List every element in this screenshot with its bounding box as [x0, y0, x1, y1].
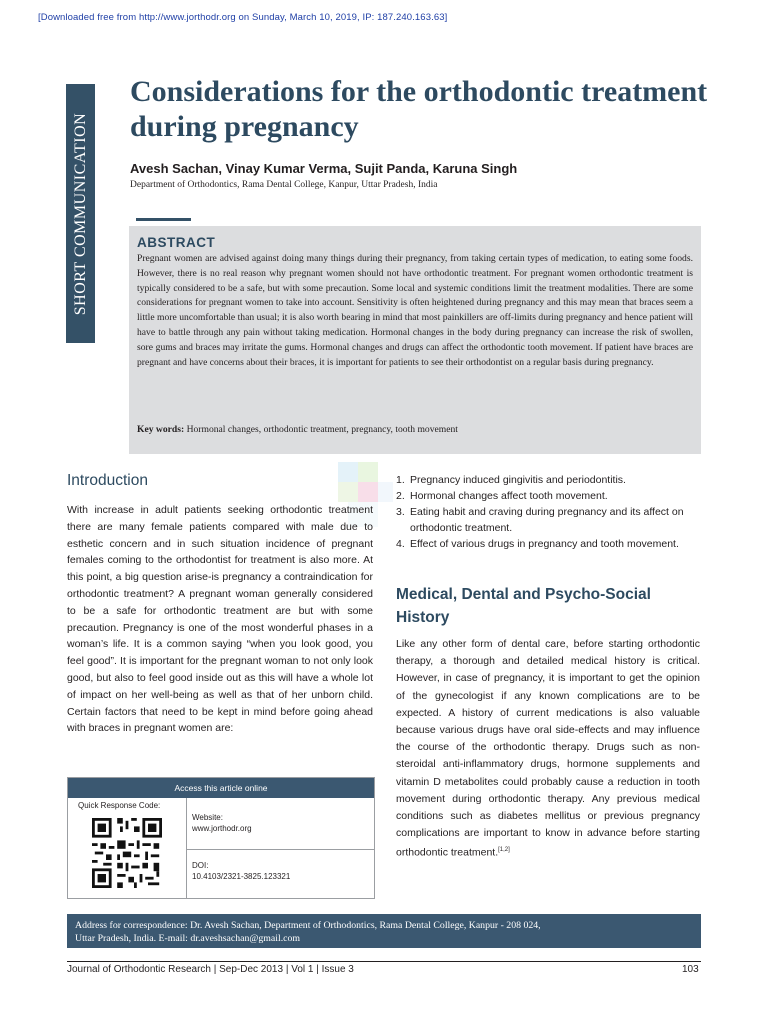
introduction-heading: Introduction — [67, 472, 148, 489]
list-item — [396, 536, 700, 552]
article-title: Considerations for the orthodontic treatment during pregnancy — [130, 75, 708, 143]
qr-code-icon[interactable] — [92, 818, 162, 888]
list-item — [396, 504, 700, 536]
divider — [186, 798, 187, 898]
list-item-text: Pregnancy induced gingivitis and periodontitis. — [410, 474, 626, 486]
medical-history-text — [396, 636, 700, 862]
download-notice: [Downloaded free from http://www.jorthodr.org on Sunday, March 10, 2019, IP: 187.240.163.63] — [38, 12, 448, 23]
keywords — [137, 424, 458, 435]
introduction-text: With increase in adult patients seeking orthodontic treatment there are many female patients compared with male due to esthetic concern and in such situation incidence of pregnant females coming to the orthodontist for treatment is also more. At this point, a big question arise-is pregnancy a contraindication for orthodontic treatment? A pregnant woman generally considered to be a safe for orthodontic treatment are but with some precaution. Pregnancy is one of the most wonderful phases in a woman’s life. It is a common saying “when you look good, you feel good”. It is important for the pregnant woman to not only look good, but also to feel good inside out as this will have a whole lot of impact on her well-being as well as that of her unborn child. Certain factors that need to be kept in mind before going ahead with braces in pregnant women are: — [67, 504, 373, 735]
abstract-text: Pregnant women are advised against doing many things during their pregnancy, from taking certain types of medication, to eating some foods. However, there is no real reason why pregnant women should not have orthodontic treatment. For pregnant women orthodontic treatment is typically considered to be a safe, but with some precaution. Some local and systemic conditions limit the treatment modalities. There are some considerations for pregnant women to take into account. Sensitivity is often heightened during pregnancy and this may mean that braces seem a little more uncomfortable than usual; it is also worth bearing in mind that most painkillers are off-limits during pregnancy and hence patient will have to battle through any pain without taking medication. Hormonal changes in the body during pregnancy can increase the risk of swollen, sore gums and braces may irritate the gums. Hormonal changes and drugs can affect the orthodontic tooth movement. If patient have braces are pregnant and have concerns about their braces, it is important for patients to see their orthodontist on a regular basis during pregnancy. — [137, 253, 693, 368]
keywords-text: Hormonal changes, orthodontic treatment, pregnancy, tooth movement — [186, 424, 458, 435]
address-line: Address for correspondence: Dr. Avesh Sachan, Department of Orthodontics, Rama Dental College, Kanpur - 208 024, — [75, 920, 541, 931]
abstract-box — [129, 226, 701, 454]
list-number: 2. — [396, 490, 405, 502]
section-tab-label: SHORT COMMUNICATION — [71, 112, 89, 315]
list-item-text: Eating habit and craving during pregnancy and its affect on orthodontic treatment. — [410, 506, 684, 534]
list-item — [396, 472, 700, 488]
qr-label: Quick Response Code: — [78, 801, 161, 810]
affiliation: Department of Orthodontics, Rama Dental College, Kanpur, Uttar Pradesh, India — [130, 180, 438, 190]
list-number: 3. — [396, 506, 405, 518]
footer-rule — [67, 961, 701, 962]
factor-list — [396, 472, 700, 552]
list-item-text: Effect of various drugs in pregnancy and tooth movement. — [410, 538, 679, 550]
abstract-accent-bar — [136, 218, 191, 221]
citation[interactable]: [1,2] — [498, 847, 510, 854]
keywords-label: Key words: — [137, 424, 185, 435]
correspondence-address — [67, 914, 701, 948]
address-line: Uttar Pradesh, India. E-mail: dr.aveshsachan@gmail.com — [75, 933, 301, 944]
list-item-text: Hormonal changes affect tooth movement. — [410, 490, 608, 502]
website-link[interactable]: www.jorthodr.org — [192, 824, 252, 833]
author-list: Avesh Sachan, Vinay Kumar Verma, Sujit Panda, Karuna Singh — [130, 161, 518, 176]
page-number: 103 — [682, 964, 699, 975]
list-item — [396, 488, 700, 504]
doi-label: DOI: — [192, 861, 209, 870]
access-online-box — [67, 777, 375, 899]
website-label: Website: — [192, 813, 223, 822]
journal-footer: Journal of Orthodontic Research | Sep-Dec 2013 | Vol 1 | Issue 3 — [67, 964, 354, 975]
abstract-heading: ABSTRACT — [137, 235, 216, 250]
medical-history-body: Like any other form of dental care, before starting orthodontic therapy, a thorough and detailed medical history is critical. However, in case of pregnancy, it is important to get the opinion of the gynecologist if any known complications are to be expected. A history of current medications is also valuable because various drugs have oral side-effects and may influence the course of the orthodontic therapy. Drugs such as non-steroidal anti-inflammatory drugs, hormone supplements and vitamin D metabolites could probably cause a reduction in tooth movement during orthodontic therapy. Any previous medical conditions such as diabetes mellitus or previous pregnancy complications are important to know in advance before starting orthodontic treatment. — [396, 638, 700, 859]
access-box-header: Access this article online — [68, 778, 374, 798]
list-number: 4. — [396, 538, 405, 550]
divider — [186, 849, 374, 850]
section-tab — [66, 84, 95, 343]
medical-history-heading: Medical, Dental and Psycho-Social History — [396, 586, 651, 626]
doi-value[interactable]: 10.4103/2321-3825.123321 — [192, 872, 291, 881]
list-number: 1. — [396, 474, 405, 486]
